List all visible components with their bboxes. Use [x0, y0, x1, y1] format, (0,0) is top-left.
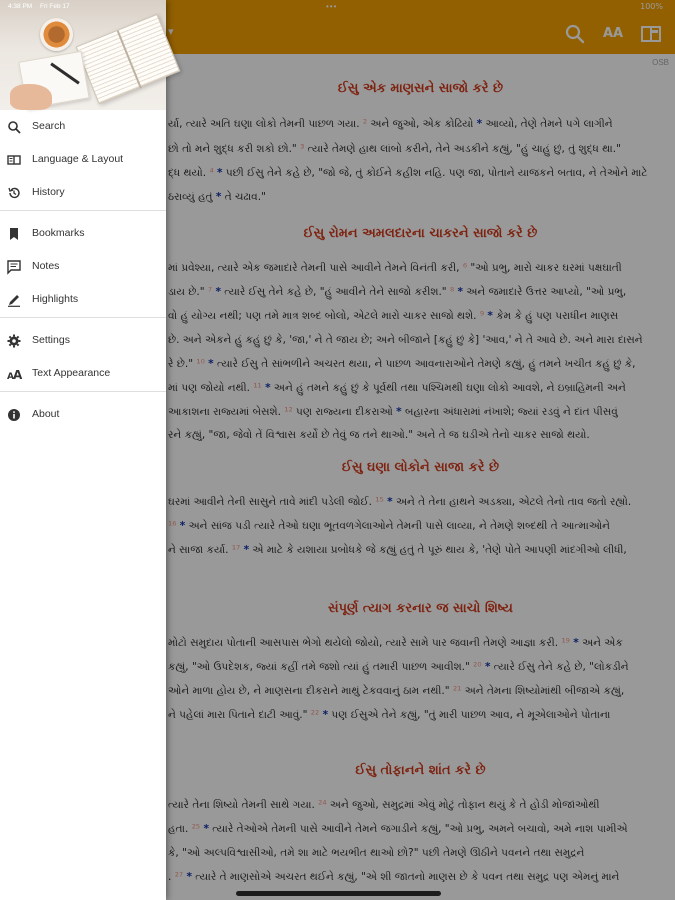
drawer-item-label: About: [32, 408, 60, 420]
verse-line[interactable]: માં પ્રવેશ્યા, ત્યારે એક જમાદારે તેમની પાસે આવીને તેમને વિનંતી કરી, ⁶ "ઓ પ્રભુ, મારો ચાકર ઘરમાં પક્ષઘાતી: [168, 262, 622, 274]
drawer-item-label: Highlights: [32, 293, 79, 305]
coffee-cup-illustration: [40, 18, 73, 51]
verse-line[interactable]: . ²⁷ * ત્યારે તે માણસોએ અચરત થઈને કહ્યું, "એ શી જાતનો માણસ છે કે પવન તથા સમુદ્ર પણ એમનું માને: [168, 871, 620, 883]
verse-line[interactable]: કે, "ઓ અલ્પવિશ્વાસીઓ, તમે શા માટે ભયભીત થાઓ છો?" પછી તેમણે ઊઠીને પવનને તથા સમુદ્રને: [168, 847, 585, 859]
drawer-item-about[interactable]: [0, 398, 166, 431]
verse-line[interactable]: કહ્યું, "ઓ ઉપદેશક, જ્યાં કહીં તમે જશો ત્યાં હું તમારી પાછળ આવીશ." ²⁰ * ત્યારે ઈસુ તેને કહે છે, "લોકડીને: [168, 661, 629, 673]
drawer-item-label: Language & Layout: [32, 153, 124, 165]
verse-line[interactable]: છો તો મને શુદ્ધ કરી શકો છો." ³ ત્યારે તેમણે હાથ લાંબો કરીને, તેને અડકીને કહ્યું, "હું ચાહું છું, તું શુદ્ધ થા.": [168, 143, 621, 155]
menu-divider: [0, 210, 166, 211]
note-icon: [7, 260, 21, 274]
drawer-item-settings[interactable]: [0, 324, 166, 357]
version-label: OSB: [652, 58, 669, 67]
drawer-item-notes[interactable]: [0, 250, 166, 283]
verse-line[interactable]: મોટો સમુદાય પોતાની આસપાસ ભેગો થયેલો જોયો, ત્યારે સામે પાર જવાની તેમણે આજ્ઞા કરી. ¹⁹ * અને એક: [168, 637, 623, 649]
info-icon: [7, 408, 21, 422]
highlight-pen-icon: [7, 293, 21, 307]
drawer-status: [8, 3, 76, 10]
search-icon: [7, 120, 21, 134]
drawer-item-label: Bookmarks: [32, 227, 85, 239]
multitasking-dots-icon[interactable]: •••: [326, 2, 338, 11]
verse-line[interactable]: ઘરમાં આવીને તેની સાસુને તાવે માંદી પડેલી જોઈ. ¹⁵ * અને તે તેના હાથને અડક્યા, એટલે તેનો તાવ જતો રહ્યો.: [168, 496, 632, 508]
verse-line[interactable]: આકાશના રાજ્યમાં બેસશે. ¹² પણ રાજ્યના દીકરાઓ * બહારના અંધારામાં નંખાશે; જ્યાં રડવું ને દાંત પીસવું: [168, 406, 618, 418]
bookmark-icon: [7, 227, 21, 241]
drawer-item-label: Notes: [32, 260, 60, 272]
section-heading: ઈસુ તોફાનને શાંત કરે છે: [355, 763, 486, 778]
verse-line[interactable]: ને સાજા કર્યા. ¹⁷ * એ માટે કે યશાયા પ્રબોધકે જે કહ્યું હતું તે પૂરું થાય કે, 'તેણે પોતે આપણી માંદગીઓ લીધી,: [168, 544, 627, 556]
drawer-item-language-layout[interactable]: [0, 143, 166, 176]
section-heading: સંપૂર્ણ ત્યાગ કરનાર જ સાચો શિષ્ય: [328, 601, 513, 616]
drawer-item-highlights[interactable]: [0, 283, 166, 316]
drawer-item-label: History: [32, 186, 65, 198]
book-selector[interactable]: ▾: [168, 26, 174, 38]
verse-line[interactable]: ડાય છે." ⁷ * ત્યારે ઈસુ તેને કહે છે, "હું આવીને તેને સાજો કરીશ." ⁸ * અને જમાદારે ઉત્તર આપ્યો, "ઓ પ્રભુ,: [168, 286, 627, 298]
verse-line[interactable]: વો હું યોગ્ય નથી; પણ તમે માત્ર શબ્દ બોલો, એટલે મારો ચાકર સાજો થશે. ⁹ * કેમ કે હું પણ પરાધીન માણસ: [168, 310, 619, 322]
verse-line[interactable]: ઠરાવ્યું હતું * તે ચઢાવ.": [168, 191, 266, 203]
verse-line[interactable]: ને પહેલાં મારા પિતાને દાટી આવું." ²² * પણ ઈસુએ તેને કહ્યું, "તું મારી પાછળ આવ, ને મૂએલાઓને પોતાના: [168, 709, 611, 721]
section-heading: ઈસુ રોમન અમલદારના ચાકરને સાજો કરે છે: [303, 226, 538, 241]
verse-line[interactable]: હતા. ²⁵ * ત્યારે તેઓએ તેમની પાસે આવીને તેમને જગાડીને કહ્યું, "ઓ પ્રભુ, અમને બચાવો, અમે નાશ પામીએ: [168, 823, 628, 835]
verse-line[interactable]: ર્યા, ત્યારે અતિ ઘણા લોકો તેમની પાછળ ગયા. ² અને જુઓ, એક કોઢિયો * આવ્યો, તેણે તેમને પગે લાગીને: [168, 118, 613, 130]
verse-line[interactable]: ત્યારે તેના શિષ્યો તેમની સાથે ગયા. ²⁴ અને જુઓ, સમુદ્રમાં એવું મોટું તોફાન થયું કે તે હોડી મોજાંઓથી: [168, 799, 600, 811]
language-layout-icon: [7, 153, 21, 167]
status-date: Fri Feb 17: [40, 3, 70, 10]
verse-line[interactable]: છે. અને એકને હું કહું છું કે, 'જા,' ને તે જાય છે; અને બીજાને [કહું છું કે] 'આવ,' ને તે આવે છે. અને મારા દાસને: [168, 334, 643, 346]
drawer-item-text-appearance[interactable]: [0, 357, 166, 390]
verse-line[interactable]: રે છે." ¹⁰ * ત્યારે ઈસુ તે સાંભળીને અચરત થયા, ને પાછળ આવનારાઓને તેમણે કહ્યું, હું તમને ખચીત કહું છું કે,: [168, 358, 636, 370]
svg-text:A: A: [13, 368, 23, 382]
drawer-item-search[interactable]: [0, 110, 166, 143]
navigation-drawer: [0, 0, 166, 900]
drawer-header-image: [0, 0, 166, 110]
status-time: 4:38 PM: [8, 3, 33, 10]
drawer-item-bookmarks[interactable]: [0, 217, 166, 250]
open-book-illustration: [76, 14, 181, 104]
home-indicator[interactable]: [236, 891, 441, 896]
verse-line[interactable]: ઓને માળા હોય છે, ને માણસના દીકરાને માથું ટેકવવાનું ઠામ નથી." ²¹ અને તેમના શિષ્યોમાંથી બીજાએ કહ્યું,: [168, 685, 625, 697]
verse-line[interactable]: દ્ધ થયો. ⁴ * પછી ઈસુ તેને કહે છે, "જો જે, તું કોઈને કહીશ નહિ. પણ જા, પોતાને યાજકને બતાવ, ને તેઓને માટે: [168, 167, 648, 179]
gear-icon: [7, 334, 21, 348]
section-heading: ઈસુ એક માણસને સાજો કરે છે: [337, 81, 504, 96]
drawer-item-label: Search: [32, 120, 66, 132]
menu-divider: [0, 317, 166, 318]
drawer-item-label: Settings: [32, 334, 70, 346]
history-icon: [7, 186, 21, 200]
verse-line[interactable]: રને કહ્યું, "જા, જેવો તેં વિશ્વાસ કર્યો છે તેવું જ તને થાઓ." અને તે જ ઘડીએ તેનો ચાકર સાજો થયો.: [168, 429, 590, 441]
drawer-item-label: Text Appearance: [32, 367, 111, 379]
svg-text:A: A: [7, 372, 14, 382]
section-heading: ઈસુ ઘણા લોકોને સાજા કરે છે: [341, 460, 500, 475]
hand-illustration: [10, 84, 52, 110]
battery-indicator: 100%: [640, 2, 663, 11]
text-appearance-icon: [7, 367, 21, 381]
verse-line[interactable]: માં પણ જોયો નથી. ¹¹ * અને હું તમને કહું છું કે પૂર્વથી તથા પશ્ચિમથી ઘણા લોકો આવશે, ને ઇબ્રાહિમની અને: [168, 382, 626, 394]
drawer-menu: [0, 110, 166, 431]
text-size-icon[interactable]: AA: [602, 26, 624, 41]
menu-divider: [0, 391, 166, 392]
verse-line[interactable]: ¹⁶ * અને સાંજ પડી ત્યારે તેઓ ઘણા ભૂતવળગેલાઓને તેમની પાસે લાવ્યા, ને તેમણે શબ્દથી તે આત્માઓને: [168, 520, 610, 532]
drawer-item-history[interactable]: [0, 176, 166, 209]
